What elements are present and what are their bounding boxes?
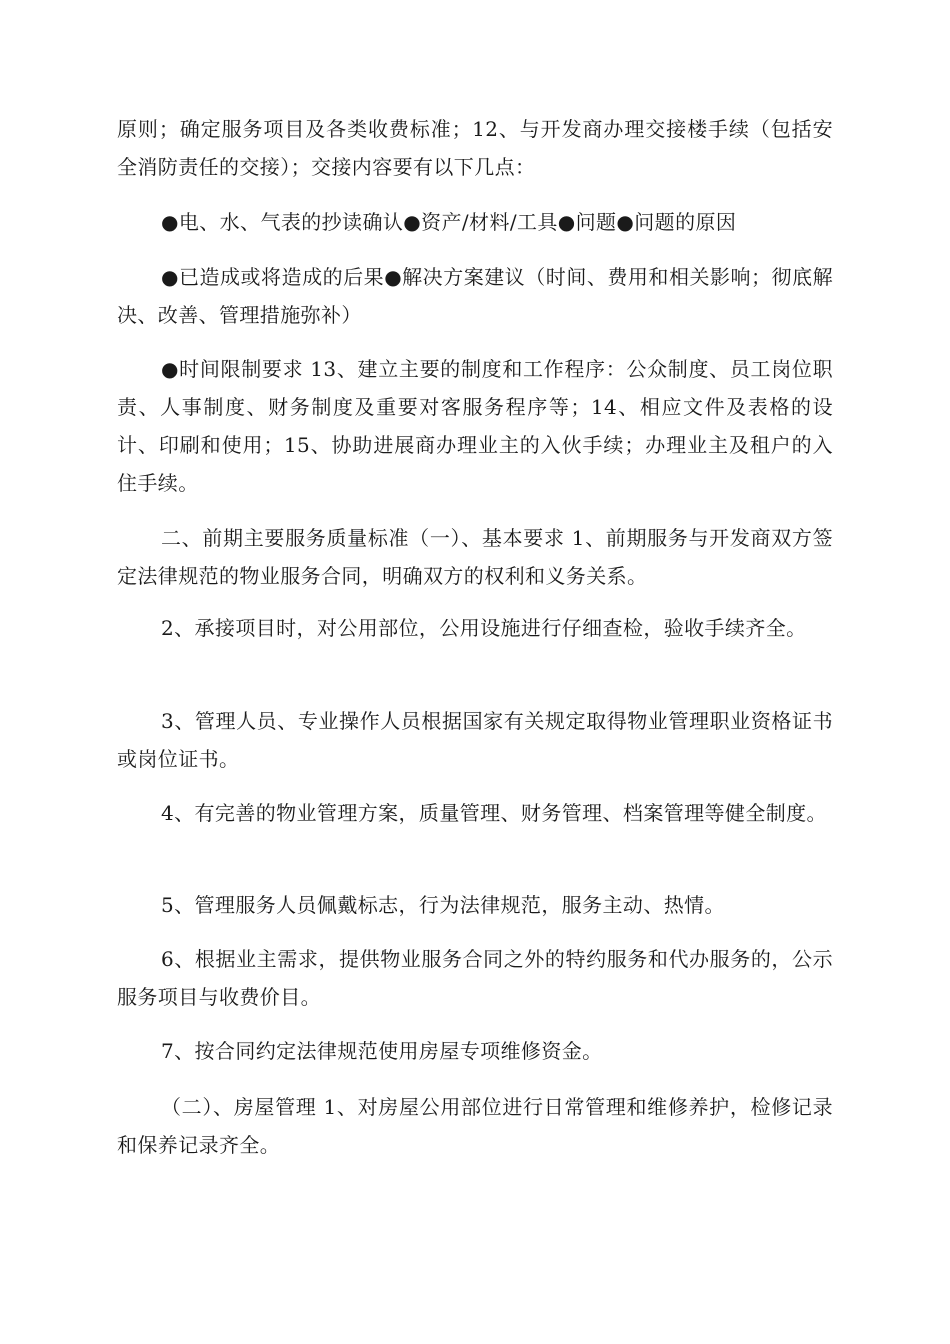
paragraph-bullet-meters: ●电、水、气表的抄读确认●资产/材料/工具●问题●问题的原因 (161, 210, 737, 234)
paragraph-bullet-consequences: ●已造成或将造成的后果●解决方案建议（时间、费用和相关影响；彻底解决、改善、管理措施弥补） (117, 265, 833, 327)
paragraph-house-management: （二）、房屋管理 1、对房屋公用部位进行日常管理和维修养护，检修记录和保养记录齐全。 (117, 1095, 833, 1157)
paragraph-item-7: 7、按合同约定法律规范使用房屋专项维修资金。 (161, 1039, 603, 1063)
paragraph-bullet-time-limit: ●时间限制要求 13、建立主要的制度和工作程序：公众制度、员工岗位职责、人事制度、财务制度及重要对客服务程序等；14、相应文件及表格的设计、印刷和使用；15、协助进展商办理业主的入伙手续；办理业主及租户的入住手续。 (117, 357, 833, 495)
paragraph-item-2: 2、承接项目时，对公用部位，公用设施进行仔细查检，验收手续齐全。 (161, 616, 807, 640)
paragraph-item-4: 4、有完善的物业管理方案，质量管理、财务管理、档案管理等健全制度。 (161, 801, 827, 825)
paragraph-item-6: 6、根据业主需求，提供物业服务合同之外的特约服务和代办服务的，公示服务项目与收费价目。 (117, 947, 833, 1009)
paragraph-item-3: 3、管理人员、专业操作人员根据国家有关规定取得物业管理职业资格证书或岗位证书。 (117, 709, 833, 771)
paragraph-handover-principles: 原则；确定服务项目及各类收费标准；12、与开发商办理交接楼手续（包括安全消防责任的交接）；交接内容要有以下几点： (117, 117, 833, 179)
paragraph-quality-standards: 二、前期主要服务质量标准（一）、基本要求 1、前期服务与开发商双方签定法律规范的物业服务合同，明确双方的权利和义务关系。 (117, 526, 833, 588)
paragraph-item-5: 5、管理服务人员佩戴标志，行为法律规范，服务主动、热情。 (161, 893, 725, 917)
